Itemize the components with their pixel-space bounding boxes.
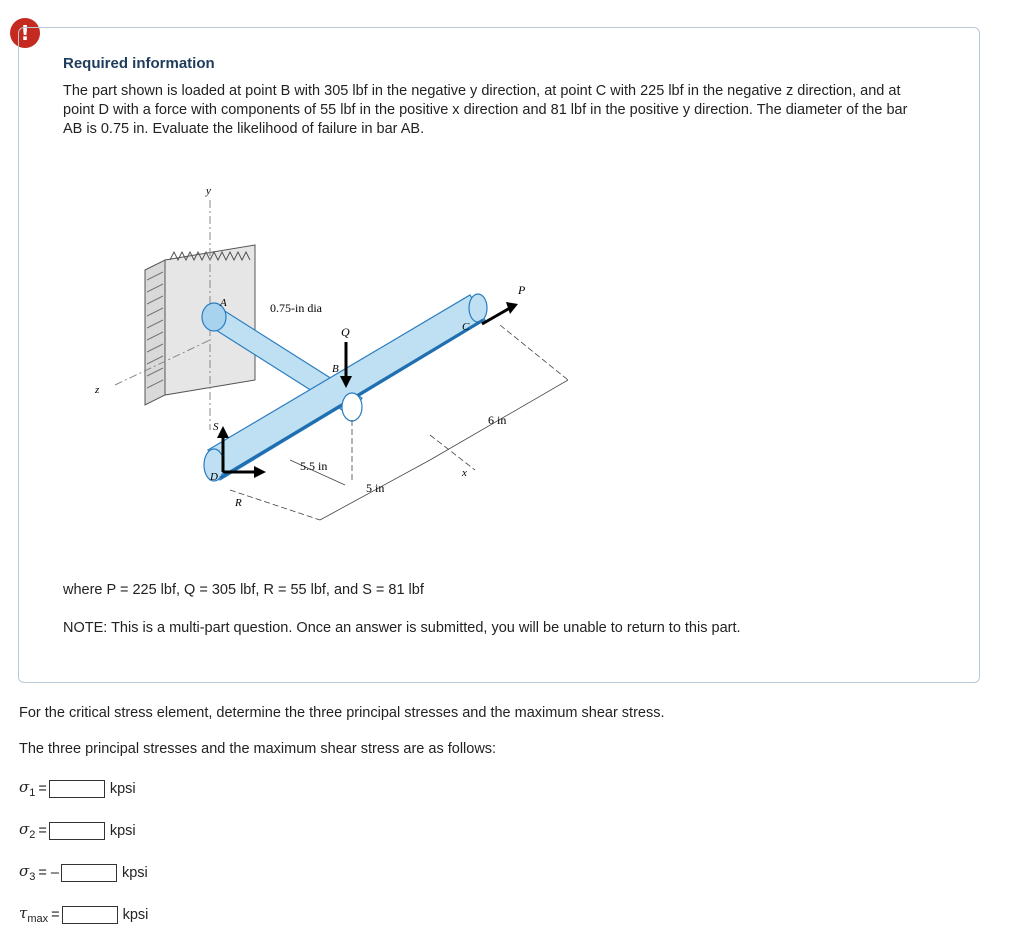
force-values: where P = 225 lbf, Q = 305 lbf, R = 55 lbf, and S = 81 lbf	[63, 582, 424, 598]
z-axis-label: z	[95, 384, 100, 396]
equals-sign: =	[38, 822, 47, 839]
answer-row-tau-max	[19, 904, 148, 925]
sigma2-symbol: $\sigma_2$	[19, 820, 36, 841]
answer-row-sigma2	[19, 820, 136, 841]
part-diagram	[90, 180, 610, 540]
point-c-label: C	[462, 321, 470, 333]
equals-sign: =	[38, 780, 47, 797]
info-title: Required information	[63, 55, 215, 72]
dimension-5-5-in: 5.5 in	[300, 459, 328, 473]
sigma3-symbol: $\sigma_3$	[19, 862, 36, 883]
sigma1-input[interactable]	[49, 780, 105, 798]
sigma3-input[interactable]	[61, 864, 117, 882]
sigma1-symbol: $\sigma_1$	[19, 778, 36, 799]
unit-label: kpsi	[122, 906, 149, 923]
answer-row-sigma1	[19, 778, 136, 799]
point-d-label: D	[210, 471, 218, 483]
tau-max-symbol: $\tau_{max}$	[19, 904, 49, 925]
equals-sign: =	[51, 906, 60, 923]
equals-minus-sign: = –	[38, 864, 59, 881]
alert-icon: !	[10, 18, 40, 48]
force-q-label: Q	[341, 325, 350, 339]
point-a-label: A	[220, 297, 227, 309]
dimension-5-in: 5 in	[366, 481, 385, 495]
dimension-6-in: 6 in	[488, 413, 507, 427]
force-r-label: R	[235, 497, 242, 509]
problem-statement: The part shown is loaded at point B with 305 lbf in the negative y direction, at point C with 225 lbf in the negative z direction, and at point D with a force with components of 55 lbf in the positive x direction and 81 lbf in the positive y direction. The diameter of the bar AB is 0.75 in. Evaluate the likelihood of failure in bar AB.	[63, 83, 908, 137]
unit-label: kpsi	[109, 780, 136, 797]
question-intro: The three principal stresses and the maximum shear stress are as follows:	[19, 741, 497, 757]
x-axis-label: x	[462, 467, 467, 479]
question-prompt: For the critical stress element, determine the three principal stresses and the maximum shear stress.	[19, 705, 665, 721]
sigma2-input[interactable]	[49, 822, 105, 840]
force-s-label: S	[213, 421, 219, 433]
tau-max-input[interactable]	[62, 906, 118, 924]
y-axis-label: y	[206, 185, 211, 197]
unit-label: kpsi	[109, 822, 136, 839]
unit-label: kpsi	[121, 864, 148, 881]
multi-part-note: NOTE: This is a multi-part question. Once an answer is submitted, you will be unable to return to this part.	[63, 620, 741, 636]
force-p-label: P	[518, 283, 526, 297]
point-b-label: B	[332, 363, 339, 375]
answer-row-sigma3	[19, 862, 148, 883]
diameter-label: 0.75-in dia	[270, 301, 322, 315]
